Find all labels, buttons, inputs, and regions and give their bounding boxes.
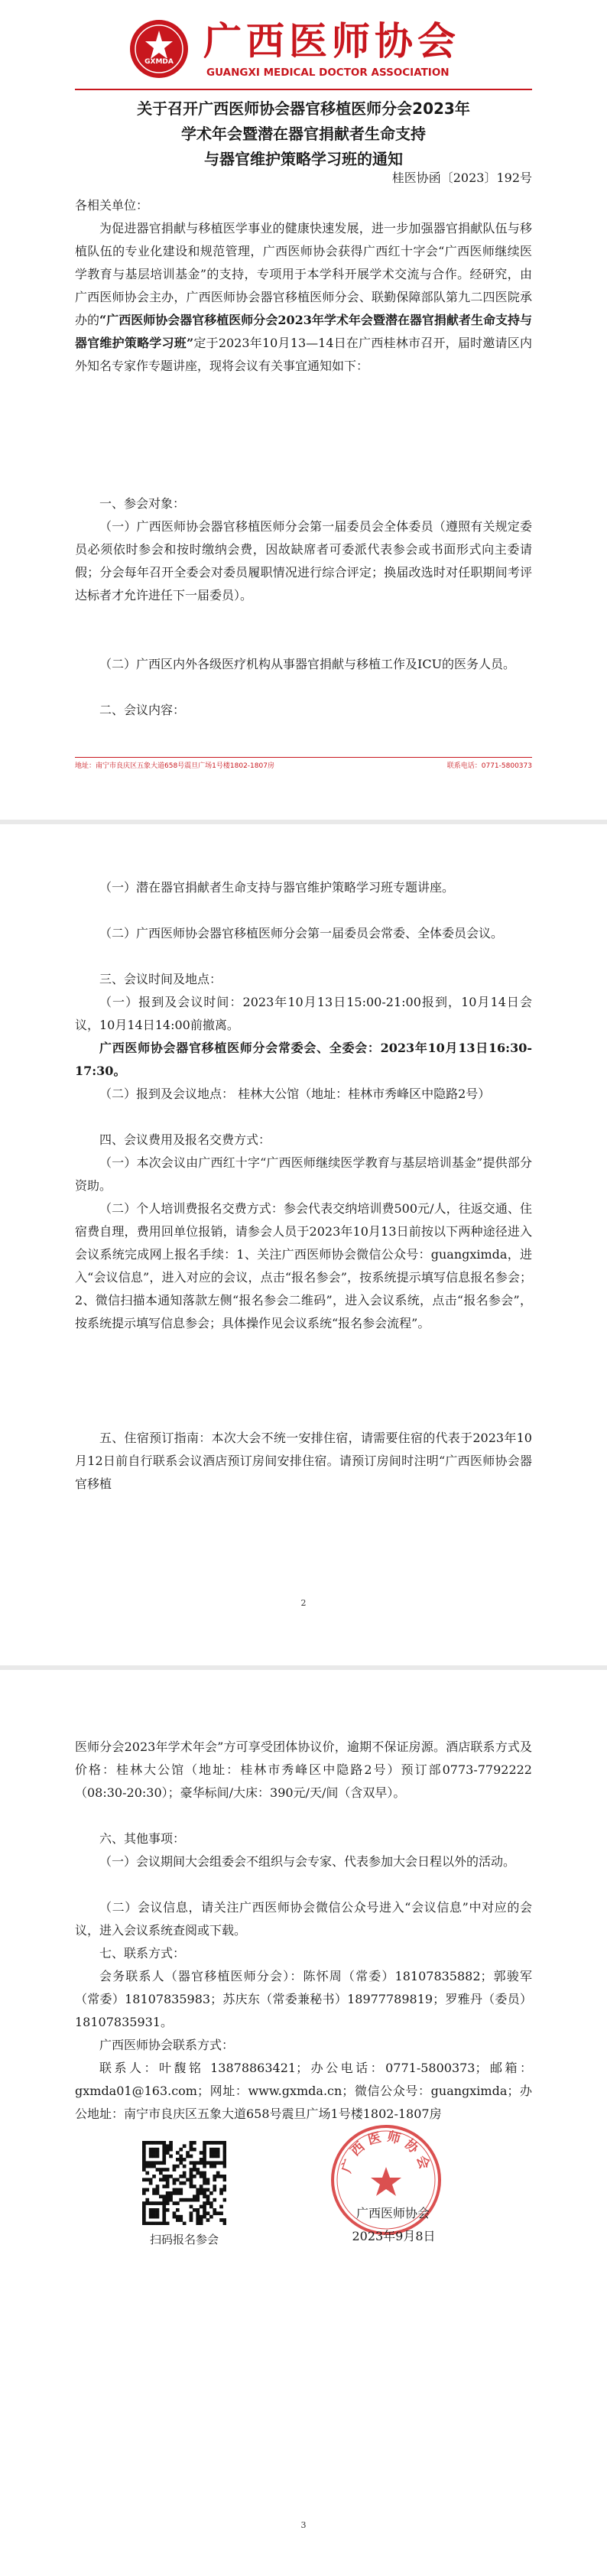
attendee-item-1: （一）广西医师协会器官移植医师分会第一届委员会全体委员（遵照有关规定委员必须依时参会和按时缴纳会费，因故缺席者可委派代表参会或书面形式向主委请假；分会每年召开全委会对委员履职情况进行综合评定；换届改选时对任职期间考评达标者才允许进任下一届委员）。	[75, 519, 532, 603]
conference-contacts: 会务联系人（器官移植医师分会）：陈怀周（常委）18107835882；郭骏军（常委）18107835983；苏庆东（常委兼秘书）18977789819；罗雅丹（委员）18107835931。	[75, 1969, 532, 2029]
intro-tail: 定于2023年10月13—14日在广西桂林市召开，届时邀请区内外知名专家作专题讲座，现将会议有关事宜通知如下：	[75, 336, 532, 373]
page-number-2: 2	[300, 1598, 307, 1608]
page-3	[0, 1671, 607, 2576]
section-6-heading: 六、其他事项：	[99, 1831, 186, 1846]
venue: （二）报到及会议地点： 桂林大公馆（地址：桂林市秀峰区中隐路2号）	[99, 1087, 491, 1101]
association-logo	[128, 18, 190, 80]
svg-text:广西医师协会: 广西医师协会	[339, 2129, 433, 2175]
page-1	[0, 0, 607, 818]
section-1-heading: 一、参会对象：	[99, 496, 186, 511]
registration-time: （一）报到及会议时间：2023年10月13日15:00-21:00报到，10月14日会议，10月14日14:00前撤离。	[75, 995, 532, 1032]
committee-meeting-time: 广西医师协会器官移植医师分会常委会、全委会：2023年10月13日16:30-17:30。	[75, 1041, 532, 1078]
intro-paragraph	[75, 217, 532, 378]
content-item-2: （二）广西医师协会器官移植医师分会第一届委员会常委、全体委员会议。	[99, 926, 504, 940]
section-3-heading: 三、会议时间及地点：	[99, 972, 222, 986]
section-2-heading: 二、会议内容：	[99, 703, 186, 717]
org-name-en: GUANGXI MEDICAL DOCTOR ASSOCIATION	[206, 67, 450, 79]
footer-rule	[75, 757, 532, 758]
intro-text: 为促进器官捐献与移植医学事业的健康快速发展，进一步加强器官捐献队伍与移植队伍的专业化建设和规范管理，广西医师协会获得广西红十字会“广西医师继续医学教育与基层培训基金”的支持，专项用于本学科开展学术交流与合作。经研究，由广西医师协会主办，广西医师协会器官移植医师分会、联勤保障部队第九二四医院承办的	[75, 221, 532, 327]
title-line-1: 关于召开广西医师协会器官移植医师分会2023年	[137, 99, 470, 118]
attendee-item-2: （二）广西区内外各级医疗机构从事器官捐献与移植工作及ICU的医务人员。	[99, 657, 516, 671]
footer-address: 地址：南宁市良庆区五象大道658号震旦广场1号楼1802-1807房	[75, 762, 274, 770]
document-number: 桂医协函〔2023〕192号	[391, 171, 532, 185]
title-line-2: 学术年会暨潜在器官捐献者生命支持	[181, 125, 426, 143]
footer-phone: 联系电话：0771-5800373	[446, 762, 532, 770]
other-item-1: （一）会议期间大会组委会不组织与会专家、代表参加大会日程以外的活动。	[99, 1854, 516, 1869]
logo-lettering: GXMDA	[144, 58, 174, 66]
accommodation-guide: 五、住宿预订指南：本次大会不统一安排住宿，请需要住宿的代表于2023年10月12日前自行联系会议酒店预订房间安排住宿。请预订房间时注明“广西医师协会器官移植	[75, 1431, 532, 1491]
page-number-3: 3	[300, 2520, 307, 2530]
fee-item-1: （一）本次会议由广西红十字“广西医师继续医学教育与基层培训基金”提供部分资助。	[75, 1155, 532, 1193]
header-rule	[75, 89, 532, 90]
association-contacts: 联系人：叶馥铭 13878863421；办公电话：0771-5800373；邮箱：gxmda01@163.com；网址：www.gxmda.cn；微信公众号：guangximda；办公地址：南宁市良庆区五象大道658号震旦广场1号楼1802-1807房	[75, 2061, 532, 2121]
title-line-3: 与器官维护策略学习班的通知	[204, 150, 403, 168]
issue-date: 2023年9月8日	[352, 2229, 436, 2243]
association-contacts-heading: 广西医师协会联系方式：	[99, 2038, 235, 2052]
document-title	[76, 96, 531, 172]
other-item-2: （二）会议信息，请关注广西医师协会微信公众号进入“会议信息”中对应的会议，进入会议系统查阅或下载。	[75, 1900, 532, 1938]
org-name-cn: 广西医师协会	[203, 18, 460, 63]
section-4-heading: 四、会议费用及报名交费方式：	[99, 1132, 271, 1147]
section-7-heading: 七、联系方式：	[99, 1946, 186, 1960]
fee-item-2: （二）个人培训费报名交费方式：参会代表交纳培训费500元/人，往返交通、住宿费自理，费用回单位报销，请参会人员于2023年10月13日前按以下两种途径进入会议系统完成网上报名手续：1、关注广西医师协会微信公众号：guangximda，进入“会议信息”，进入对应的会议，点击“报名参会”，按系统提示填写信息报名参会；2、微信扫描本通知落款左侧“报名参会二维码”，进入会议系统，点击“报名参会”，按系统提示填写信息参会；具体操作见会议系统“报名参会流程”。	[75, 1201, 532, 1330]
page-2	[0, 826, 607, 1667]
page-separator-1	[0, 820, 607, 824]
page-separator-2	[0, 1665, 607, 1670]
qr-caption: 扫码报名参会	[149, 2233, 219, 2246]
registration-qr-code[interactable]	[142, 2141, 226, 2225]
accommodation-continued: 医师分会2023年学术年会”方可享受团体协议价，逾期不保证房源。酒店联系方式及价格：桂林大公馆（地址：桂林市秀峰区中隐路2号）预订部0773-7792222（08:30-20:30）；豪华标间/大床：390元/天/间（含双早）。	[75, 1740, 532, 1800]
salutation: 各相关单位：	[75, 198, 149, 213]
event-name-bold: “广西医师协会器官移植医师分会2023年学术年会暨潜在器官捐献者生命支持与器官维护策略学习班”	[75, 313, 532, 350]
signer-name: 广西医师协会	[355, 2206, 430, 2220]
content-item-1: （一）潜在器官捐献者生命支持与器官维护策略学习班专题讲座。	[99, 880, 455, 895]
